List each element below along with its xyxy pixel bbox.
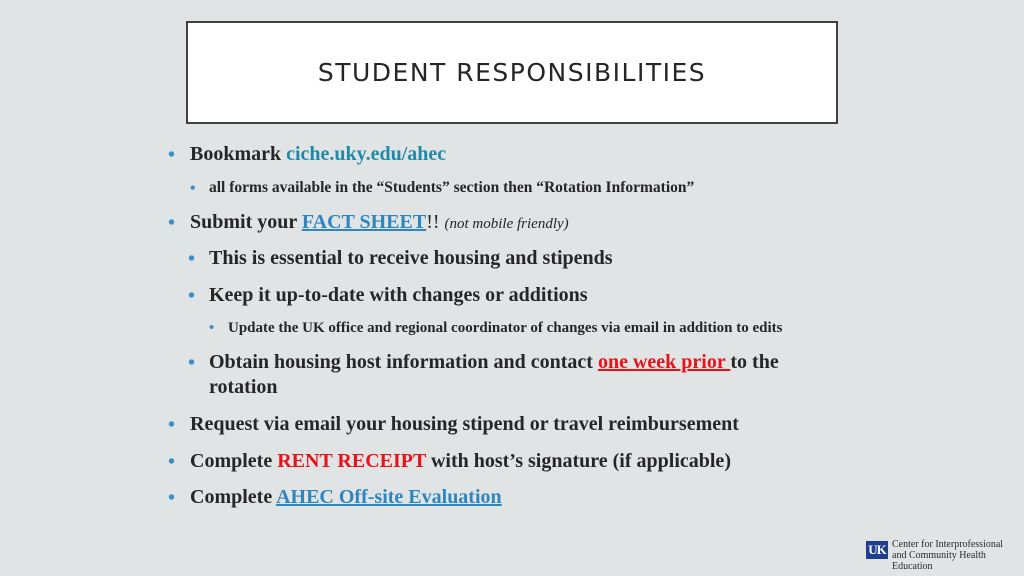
fact-sheet-link[interactable]: FACT SHEET (301, 211, 427, 233)
bullet-essential: This is essential to receive housing and stipends (209, 247, 613, 269)
bullet-text: Bookmark (190, 143, 287, 165)
bullet-dot: • (188, 352, 196, 374)
bullet-dot: • (188, 285, 196, 307)
bullet-text: !! (426, 211, 445, 233)
bullet-fact-sheet (190, 211, 569, 234)
logo-text (892, 539, 1003, 572)
bullet-text: with host’s signature (if applicable) (425, 450, 731, 472)
bullet-text: Obtain housing host information and contact (209, 351, 598, 373)
bullet-dot: • (168, 487, 176, 509)
bullet-dot: • (168, 451, 176, 473)
bullet-text: Complete (190, 486, 277, 508)
bullet-housing-host (209, 351, 779, 374)
bullet-rent-receipt (190, 450, 731, 473)
bullet-bookmark (190, 143, 446, 166)
logo-line: and Community Health (892, 550, 986, 561)
bullet-update-office: Update the UK office and regional coordinator of changes via email in addition to edits (228, 320, 783, 336)
bullet-keep-updated: Keep it up-to-date with changes or additions (209, 284, 588, 306)
uk-logo-icon: UK (866, 541, 888, 559)
ahec-evaluation-link[interactable]: AHEC Off-site Evaluation (276, 486, 502, 508)
logo-line: Education (892, 561, 933, 572)
bullet-dot: • (209, 320, 215, 336)
bullet-request-stipend: Request via email your housing stipend or travel reimbursement (190, 413, 739, 435)
bullet-text: to the (730, 351, 779, 373)
bullet-dot: • (188, 248, 196, 270)
logo-line: Center for Interprofessional (892, 539, 1004, 550)
bullet-housing-host-line2: rotation (209, 376, 278, 398)
ciche-link[interactable]: ciche.uky.edu/ahec (286, 143, 447, 165)
bullet-evaluation (190, 486, 502, 509)
bullet-dot: • (168, 414, 176, 436)
rent-receipt-highlight: RENT RECEIPT (277, 450, 426, 472)
slide-title: STUDENT RESPONSIBILITIES (317, 58, 707, 87)
bullet-text: Complete (190, 450, 278, 472)
mobile-note: (not mobile friendly) (444, 216, 569, 232)
bullet-text: Submit your (190, 211, 302, 233)
bullet-forms-info: all forms available in the “Students” section then “Rotation Information” (209, 179, 695, 196)
bullet-dot: • (168, 144, 176, 166)
bullet-dot: • (168, 212, 176, 234)
bullet-dot: • (190, 180, 196, 197)
one-week-prior-highlight: one week prior (597, 351, 731, 373)
ciche-logo (866, 539, 1003, 572)
